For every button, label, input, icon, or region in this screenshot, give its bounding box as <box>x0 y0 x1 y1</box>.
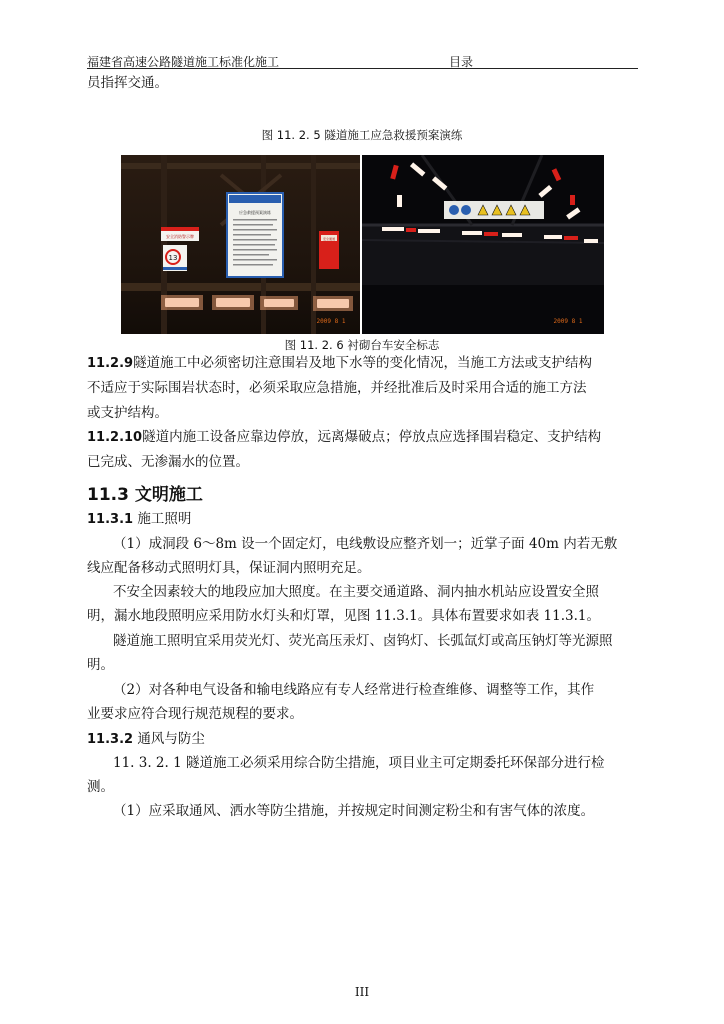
page-number: III <box>354 985 370 999</box>
photo-lining-trolley-signs <box>362 155 604 334</box>
svg-text:安全消防警示牌: 安全消防警示牌 <box>166 234 194 239</box>
para-11-3-1-l2: 线应配备移动式照明灯具，保证洞内照明充足。 <box>87 560 371 576</box>
figure-caption-11-2-5: 图 11. 2. 5 隧道施工应急救援预案演练 <box>261 128 463 142</box>
para-11-3-1-l4: 明，漏水地段照明应采用防水灯头和灯罩，见图 11.3.1。具体布置要求如表 11.3.1。 <box>87 608 600 624</box>
subsection-11-3-2-number: 11.3.2 <box>87 732 134 747</box>
photo-emergency-drill-image <box>121 155 360 334</box>
intro-line: 员指挥交通。 <box>87 75 168 91</box>
subsection-heading-11-3-2 <box>87 730 639 749</box>
para-11-2-10-number: 11.2.10 <box>87 430 143 445</box>
para-11-3-1-l7: （2）对各种电气设备和输电线路应有专人经常进行检查维修、调整等工作，其作 <box>113 682 595 698</box>
date-stamp-left: 2009 8 1 <box>316 318 346 325</box>
subsection-heading-11-3-1 <box>87 510 639 529</box>
para-11-2-9-number: 11.2.9 <box>87 356 134 371</box>
para-11-2-10-line1 <box>87 428 639 447</box>
svg-text:13: 13 <box>168 254 178 262</box>
para-11-3-1-l3: 不安全因素较大的地段应加大照度。在主要交通道路、洞内抽水机站应设置安全照 <box>113 584 599 600</box>
subsection-11-3-1-title: 施工照明 <box>137 511 192 527</box>
photo-lining-trolley-image <box>362 155 604 334</box>
para-11-2-9-text1: 隧道施工中必须密切注意围岩及地下水等的变化情况，当施工方法或支护结构 <box>133 355 593 371</box>
para-11-3-1-l8: 业要求应符合现行规范规程的要求。 <box>87 706 303 722</box>
subsection-11-3-1-number: 11.3.1 <box>87 512 134 527</box>
para-11-3-1-l1: （1）成洞段 6～8m 设一个固定灯，电线敷设应整齐划一；近掌子面 40m 内若无敷 <box>113 536 618 552</box>
header-title: 福建省高速公路隧道施工标准化施工 <box>87 55 280 69</box>
para-11-2-9-line1 <box>87 354 639 373</box>
para-11-3-2-l2: 测。 <box>87 779 114 795</box>
drill-sign-text: 应急救援预案演练 <box>239 210 271 215</box>
para-11-3-1-l6: 明。 <box>87 657 114 673</box>
svg-text:安全通道: 安全通道 <box>322 237 336 241</box>
para-11-2-9-line3: 或支护结构。 <box>87 405 168 421</box>
section-heading-11-3: 11.3 文明施工 <box>87 485 203 505</box>
para-11-3-2-l3: （1）应采取通风、洒水等防尘措施，并按规定时间测定粉尘和有害气体的浓度。 <box>113 803 595 819</box>
para-11-2-10-text1: 隧道内施工设备应靠边停放，远离爆破点；停放点应选择围岩稳定、支护结构 <box>142 429 602 445</box>
header-section: 目录 <box>449 55 474 69</box>
para-11-2-9-line2: 不适应于实际围岩状态时，必须采取应急措施，并经批准后及时采用合适的施工方法 <box>87 380 587 396</box>
para-11-2-10-line2: 已完成、无渗漏水的位置。 <box>87 454 249 470</box>
date-stamp-right: 2009 8 1 <box>553 318 583 325</box>
figure-caption-11-2-6: 图 11. 2. 6 衬砌台车安全标志 <box>284 338 440 352</box>
para-11-3-2-l1: 11. 3. 2. 1 隧道施工必须采用综合防尘措施，项目业主可定期委托环保部分进行检 <box>113 755 605 771</box>
para-11-3-1-l5: 隧道施工照明宜采用荧光灯、荧光高压汞灯、卤钨灯、长弧氙灯或高压钠灯等光源照 <box>113 633 613 649</box>
subsection-11-3-2-title: 通风与防尘 <box>137 731 205 747</box>
page-header <box>87 53 638 69</box>
photo-emergency-drill <box>121 155 360 334</box>
